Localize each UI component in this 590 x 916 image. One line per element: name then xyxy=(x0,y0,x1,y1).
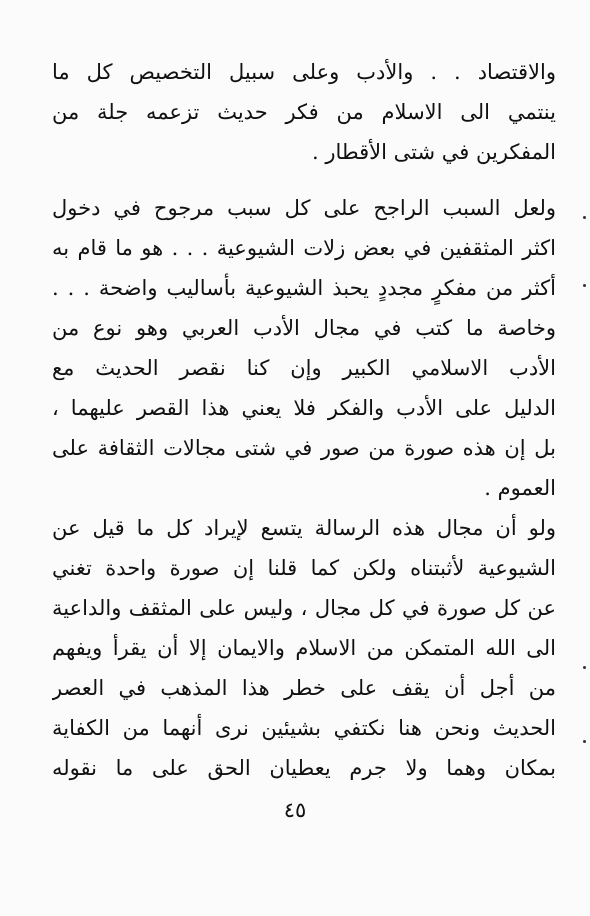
text-line: الى الله المتمكن من الاسلام والايمان إلا أن يقرأ ويفهم xyxy=(52,636,556,660)
paragraph-2 xyxy=(52,188,556,508)
text-line: اكثر المثقفين في بعض زلات الشيوعية . . . هو ما قام به xyxy=(52,236,556,260)
text-line: وخاصة ما كتب في مجال الأدب العربي وهو نوع من xyxy=(52,316,556,340)
margin-mark xyxy=(583,216,586,219)
text-line: بمكان وهما ولا جرم يعطيان الحق على ما نقوله xyxy=(52,756,556,780)
page-number: ٤٥ xyxy=(283,798,307,822)
text-line: المفكرين في شتى الأقطار . xyxy=(312,140,556,164)
text-line: أكثر من مفكرٍ مجددٍ يحبذ الشيوعية بأساليب واضحة . . . xyxy=(52,276,556,300)
margin-mark xyxy=(583,740,586,743)
margin-mark xyxy=(583,284,586,287)
paragraph-1 xyxy=(52,52,556,172)
text-line: ينتمي الى الاسلام من فكر حديث تزعمه جلة من xyxy=(52,100,556,124)
text-line: ولعل السبب الراجح على كل سبب مرجوح في دخول xyxy=(52,196,556,220)
text-line: بل إن هذه صورة من صور في شتى مجالات الثقافة على xyxy=(52,436,556,460)
paragraph-3 xyxy=(52,508,556,788)
text-line: والاقتصاد . . والأدب وعلى سبيل التخصيص كل ما xyxy=(52,60,556,84)
text-line: من أجل أن يقف على خطر هذا المذهب في العصر xyxy=(52,676,556,700)
text-line: العموم . xyxy=(484,476,556,500)
margin-mark xyxy=(583,666,586,669)
text-line: الدليل على الأدب والفكر فلا يعني هذا القصر عليهما ، xyxy=(52,396,556,420)
text-line: الشيوعية لأثبتناه ولكن كما قلنا إن صورة واحدة تغني xyxy=(52,556,556,580)
text-line: الأدب الاسلامي الكبير وإن كنا نقصر الحديث مع xyxy=(52,356,556,380)
text-line: عن كل صورة في كل مجال ، وليس على المثقف والداعية xyxy=(52,596,556,620)
text-line: الحديث ونحن هنا نكتفي بشيئين نرى أنهما من الكفاية xyxy=(52,716,556,740)
text-line: ولو أن مجال هذه الرسالة يتسع لإيراد كل ما قيل عن xyxy=(52,516,556,540)
